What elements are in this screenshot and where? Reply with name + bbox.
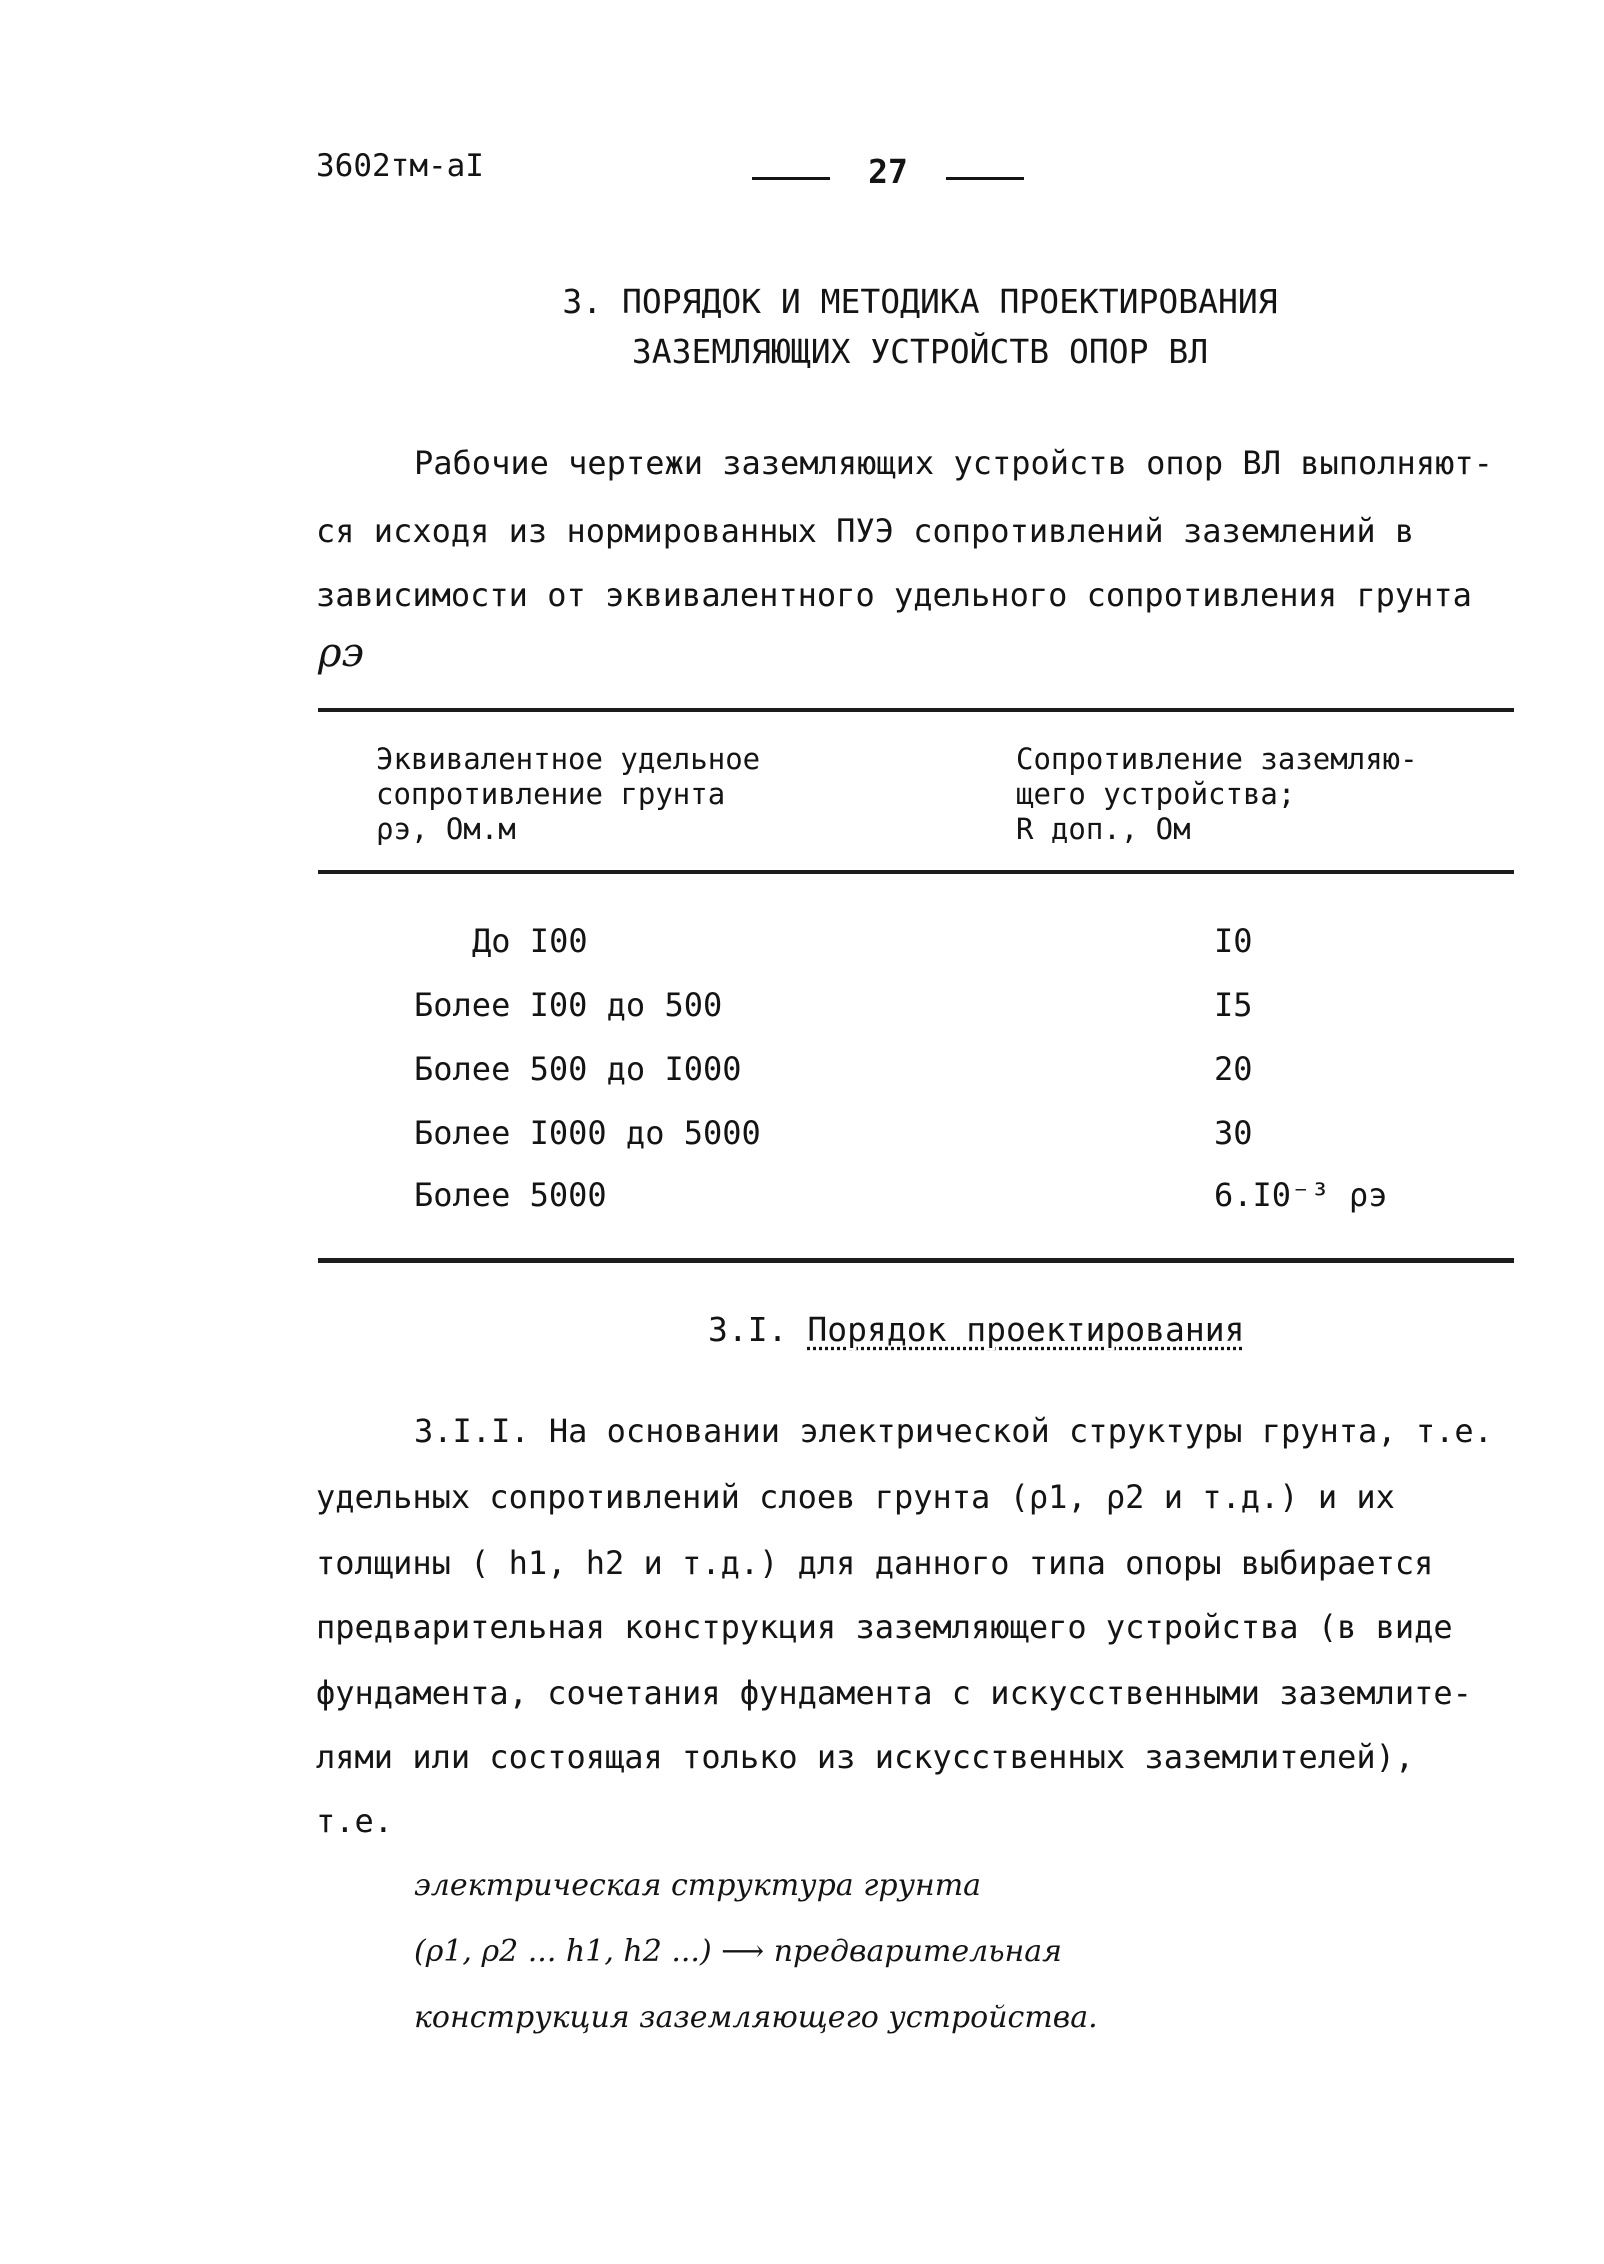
- table-row-1-range: До I00: [472, 922, 588, 960]
- formula-line-3: конструкция заземляющего устройства.: [414, 2000, 1098, 2035]
- table-header-rule: [318, 870, 1514, 874]
- col2-header-line-1: Сопротивление заземляю-: [1016, 742, 1418, 776]
- clause-line-5: фундамента, сочетания фундамента с искусственными заземлите-: [316, 1674, 1472, 1712]
- formula-line-2: (ρ1, ρ2 ... h1, h2 ...) ⟶ предварительная: [414, 1934, 1063, 1969]
- intro-line-3: зависимости от эквивалентного удельного сопротивления грунта: [316, 576, 1472, 614]
- intro-line-2: ся исходя из нормированных ПУЭ сопротивлений заземлений в: [316, 512, 1415, 550]
- table-row-1-value: I0: [1214, 922, 1253, 960]
- document-code: 3602тм-аI: [316, 148, 484, 184]
- table-bottom-rule: [318, 1258, 1514, 1263]
- table-row-4-range: Более I000 до 5000: [414, 1114, 761, 1152]
- section-title-line-1: 3. ПОРЯДОК И МЕТОДИКА ПРОЕКТИРОВАНИЯ: [562, 282, 1278, 321]
- table-row-5-range: Более 5000: [414, 1176, 607, 1214]
- table-row-3-range: Более 500 до I000: [414, 1050, 742, 1088]
- page-number: 27: [752, 152, 1024, 191]
- col1-header-line-1: Эквивалентное удельное: [376, 742, 761, 776]
- table-row-3-value: 20: [1214, 1050, 1253, 1088]
- table-row-4-value: 30: [1214, 1114, 1253, 1152]
- clause-line-4: предварительная конструкция заземляющего устройства (в виде: [316, 1608, 1453, 1646]
- col1-header-line-3: ρэ, Ом.м: [376, 812, 516, 846]
- clause-line-7: т.е.: [316, 1802, 394, 1840]
- table-row-2-range: Более I00 до 500: [414, 986, 723, 1024]
- table-header-resistance: [1016, 742, 1418, 847]
- formula-line-1: электрическая структура грунта: [414, 1868, 982, 1903]
- table-row-5-value: 6.I0⁻³ ρэ: [1214, 1176, 1388, 1214]
- clause-line-6: лями или состоящая только из искусственных заземлителей),: [316, 1738, 1415, 1776]
- subsection-title: Порядок проектирования: [807, 1310, 1245, 1349]
- table-top-rule: [318, 708, 1514, 712]
- table-header-resistivity: [376, 742, 760, 847]
- intro-line-1: Рабочие чертежи заземляющих устройств опор ВЛ выполняют-: [414, 444, 1493, 482]
- clause-line-2: удельных сопротивлений слоев грунта (ρ1, ρ2 и т.д.) и их: [316, 1478, 1395, 1516]
- clause-line-1: 3.I.I. На основании электрической структуры грунта, т.е.: [414, 1412, 1493, 1450]
- table-row-2-value: I5: [1214, 986, 1253, 1024]
- rho-symbol: ρэ: [318, 630, 364, 676]
- col2-header-line-3: R доп., Ом: [1016, 812, 1191, 846]
- clause-line-3: толщины ( h1, h2 и т.д.) для данного типа опоры выбирается: [316, 1544, 1434, 1582]
- subsection-number: 3.I.: [708, 1310, 788, 1349]
- subsection-heading: [708, 1310, 1244, 1349]
- col1-header-line-2: сопротивление грунта: [376, 777, 726, 811]
- col2-header-line-2: щего устройства;: [1016, 777, 1296, 811]
- section-title-line-2: ЗАЗЕМЛЯЮЩИХ УСТРОЙСТВ ОПОР ВЛ: [631, 332, 1209, 371]
